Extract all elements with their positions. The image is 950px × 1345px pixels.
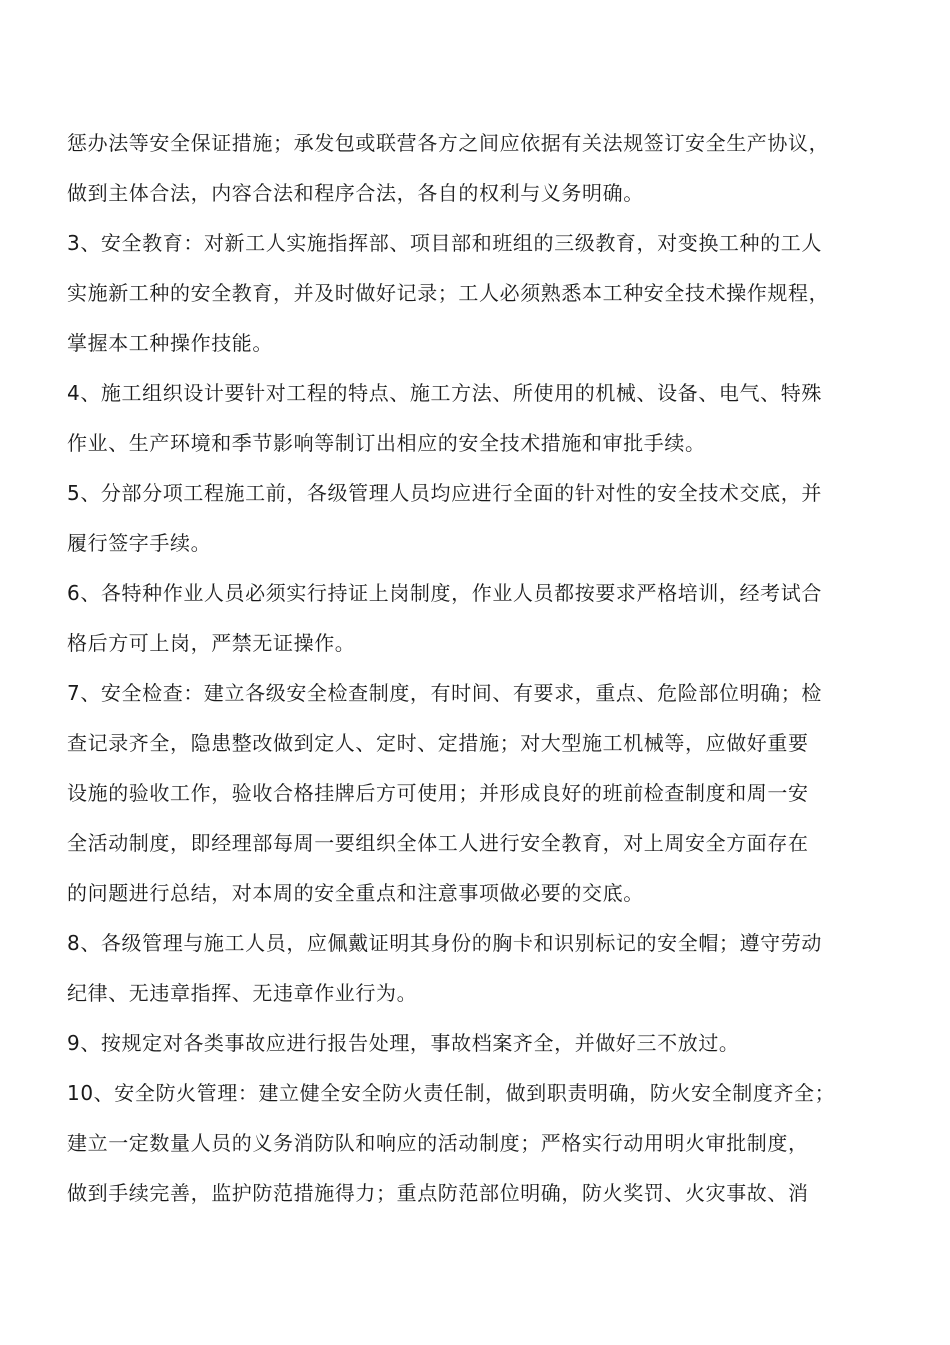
text-line: 作业、生产环境和季节影响等制订出相应的安全技术措施和审批手续。: [67, 431, 706, 455]
text-line: 履行签字手续。: [67, 531, 212, 555]
text-line: 7、安全检查：建立各级安全检查制度，有时间、有要求，重点、危险部位明确；检: [67, 681, 822, 705]
text-line: 4、施工组织设计要针对工程的特点、施工方法、所使用的机械、设备、电气、特殊: [67, 381, 822, 405]
text-line: 10、安全防火管理：建立健全安全防火责任制，做到职责明确，防火安全制度齐全；: [67, 1081, 836, 1105]
text-line: 做到手续完善，监护防范措施得力；重点防范部位明确，防火奖罚、火灾事故、消: [67, 1181, 809, 1205]
text-line: 做到主体合法，内容合法和程序合法，各自的权利与义务明确。: [67, 181, 644, 205]
text-line: 惩办法等安全保证措施；承发包或联营各方之间应依据有关法规签订安全生产协议，: [67, 131, 830, 155]
text-line: 格后方可上岗，严禁无证操作。: [67, 631, 356, 655]
text-line: 的问题进行总结，对本周的安全重点和注意事项做必要的交底。: [67, 881, 644, 905]
text-line: 实施新工种的安全教育，并及时做好记录；工人必须熟悉本工种安全技术操作规程，: [67, 281, 830, 305]
text-line: 8、各级管理与施工人员，应佩戴证明其身份的胸卡和识别标记的安全帽；遵守劳动: [67, 931, 822, 955]
text-line: 设施的验收工作，验收合格挂牌后方可使用；并形成良好的班前检查制度和周一安: [67, 781, 809, 805]
text-line: 掌握本工种操作技能。: [67, 331, 273, 355]
text-line: 查记录齐全，隐患整改做到定人、定时、定措施；对大型施工机械等，应做好重要: [67, 731, 809, 755]
text-line: 纪律、无违章指挥、无违章作业行为。: [67, 981, 418, 1005]
text-line: 建立一定数量人员的义务消防队和响应的活动制度；严格实行动用明火审批制度，: [67, 1131, 809, 1155]
text-line: 3、安全教育：对新工人实施指挥部、项目部和班组的三级教育，对变换工种的工人: [67, 231, 822, 255]
text-line: 6、各特种作业人员必须实行持证上岗制度，作业人员都按要求严格培训，经考试合: [67, 581, 822, 605]
text-line: 全活动制度，即经理部每周一要组织全体工人进行安全教育，对上周安全方面存在: [67, 831, 809, 855]
text-line: 5、分部分项工程施工前，各级管理人员均应进行全面的针对性的安全技术交底，并: [67, 481, 822, 505]
text-line: 9、按规定对各类事故应进行报告处理，事故档案齐全，并做好三不放过。: [67, 1031, 740, 1055]
